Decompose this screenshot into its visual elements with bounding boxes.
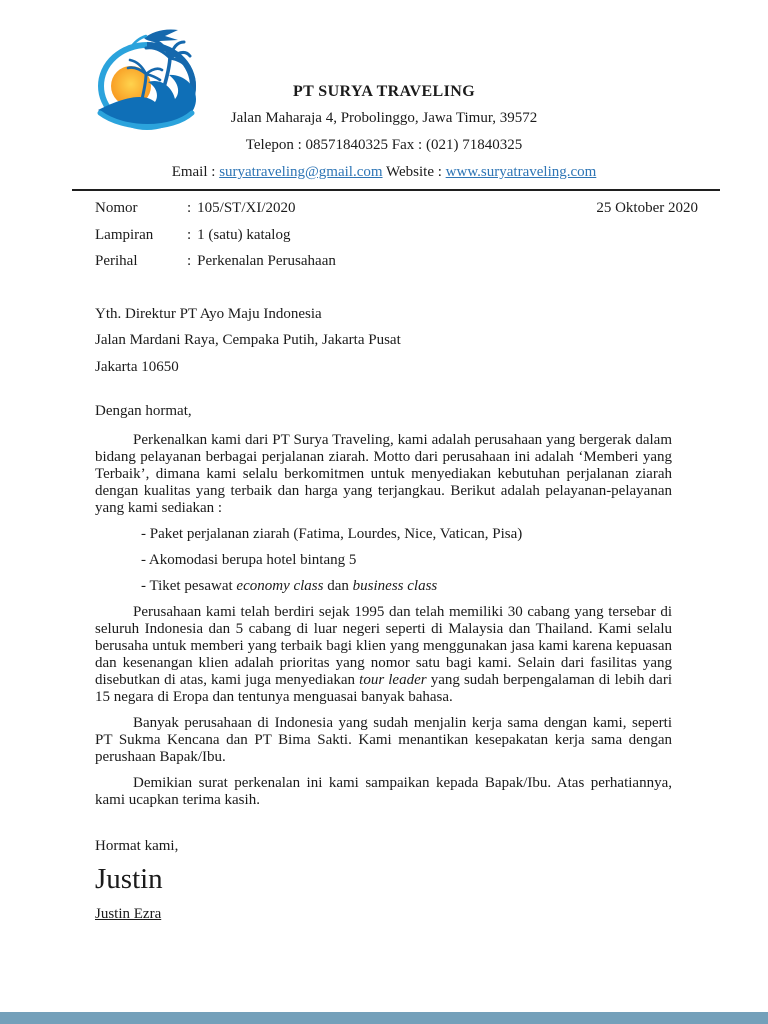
recipient-block	[95, 301, 672, 381]
company-phone-fax: Telepon : 08571840325 Fax : (021) 71840325	[245, 137, 523, 153]
company-logo	[86, 24, 208, 136]
letter-body	[95, 432, 672, 809]
paragraph-intro: Perkenalkan kami dari PT Surya Traveling, kami adalah perusahaan yang bergerak dalam bidang pelayanan berbagai perjalanan ziarah. Motto dari perusahaan ini adalah ‘Memberi yang Terbaik’, dimana kami selalu berkomitmen untuk menyediakan kebutuhan perjalanan ziarah dengan kualitas yang terbaik dan harga yang terjangkau. Berikut adalah pelayanan-pelayanan yang kami sediakan :	[95, 432, 672, 516]
list-item: - Akomodasi berupa hotel bintang 5	[141, 552, 357, 568]
meta-row-perihal	[95, 248, 698, 275]
email-link[interactable]: suryatraveling@gmail.com	[219, 164, 383, 180]
meta-value: Perkenalan Perusahaan	[197, 253, 336, 269]
recipient-line: Jalan Mardani Raya, Cempaka Putih, Jakarta Pusat	[95, 332, 401, 348]
meta-value: 1 (satu) katalog	[197, 226, 291, 243]
services-list	[95, 526, 672, 595]
meta-label: Lampiran	[95, 226, 154, 243]
closing-block	[95, 838, 672, 924]
paragraph-partners: Banyak perusahaan di Indonesia yang sudah menjalin kerja sama dengan kami, seperti PT Sukma Kencana dan PT Bima Sakti. Kami menantikan kesepakatan kerja sama dengan perushaan Bapak/Ibu.	[95, 715, 672, 765]
company-online-line	[0, 159, 768, 186]
letter-meta	[95, 195, 698, 275]
meta-label: Perihal	[95, 253, 138, 269]
paragraph-company-profile: Perusahaan kami telah berdiri sejak 1995 dan telah memiliki 30 cabang yang tersebar di seluruh Indonesia dan 5 cabang di luar negeri seperti di Malaysia dan Thailand. Kami selalu berusaha untuk memberi yang terbaik bagi klien yang menggunakan jasa kami karena kepuasan dan kesenangan klien adalah prioritas yang nomor satu bagi kami. Selain dari fasilitas yang disebutkan di atas, kami juga menyediakan tour leader yang sudah berpengalaman di lebih dari 15 negara di Eropa dan tentunya menguasai banyak bahasa.	[95, 604, 672, 705]
closing-phrase: Hormat kami,	[95, 838, 179, 854]
recipient-line: Yth. Direktur PT Ayo Maju Indonesia	[95, 305, 322, 322]
meta-label: Nomor	[95, 200, 138, 216]
letter-date: 25 Oktober 2020	[596, 200, 698, 216]
signer-name: Justin Ezra	[95, 906, 162, 922]
list-item: - Paket perjalanan ziarah (Fatima, Lourdes, Nice, Vatican, Pisa)	[141, 526, 523, 542]
company-name: PT SURYA TRAVELING	[292, 83, 476, 100]
company-address: Jalan Maharaja 4, Probolinggo, Jawa Timur, 39572	[230, 110, 538, 126]
meta-value: 105/ST/XI/2020	[197, 200, 296, 216]
page-bottom-gap	[0, 1012, 768, 1024]
paragraph-closing: Demikian surat perkenalan ini kami sampaikan kepada Bapak/Ibu. Atas perhatiannya, kami ucapkan terima kasih.	[95, 775, 672, 808]
meta-row-lampiran	[95, 222, 698, 249]
letterhead-divider	[72, 189, 720, 191]
meta-colon: :	[187, 226, 192, 243]
email-label: Email :	[171, 164, 216, 180]
signature: Justin	[95, 863, 163, 895]
meta-colon: :	[187, 200, 192, 216]
website-label: Website :	[386, 164, 442, 180]
website-link[interactable]: www.suryatraveling.com	[445, 164, 597, 180]
recipient-line: Jakarta 10650	[95, 358, 179, 375]
meta-colon: :	[187, 253, 192, 269]
salutation: Dengan hormat,	[95, 403, 192, 419]
list-item: - Tiket pesawat economy class dan business class	[141, 578, 438, 594]
